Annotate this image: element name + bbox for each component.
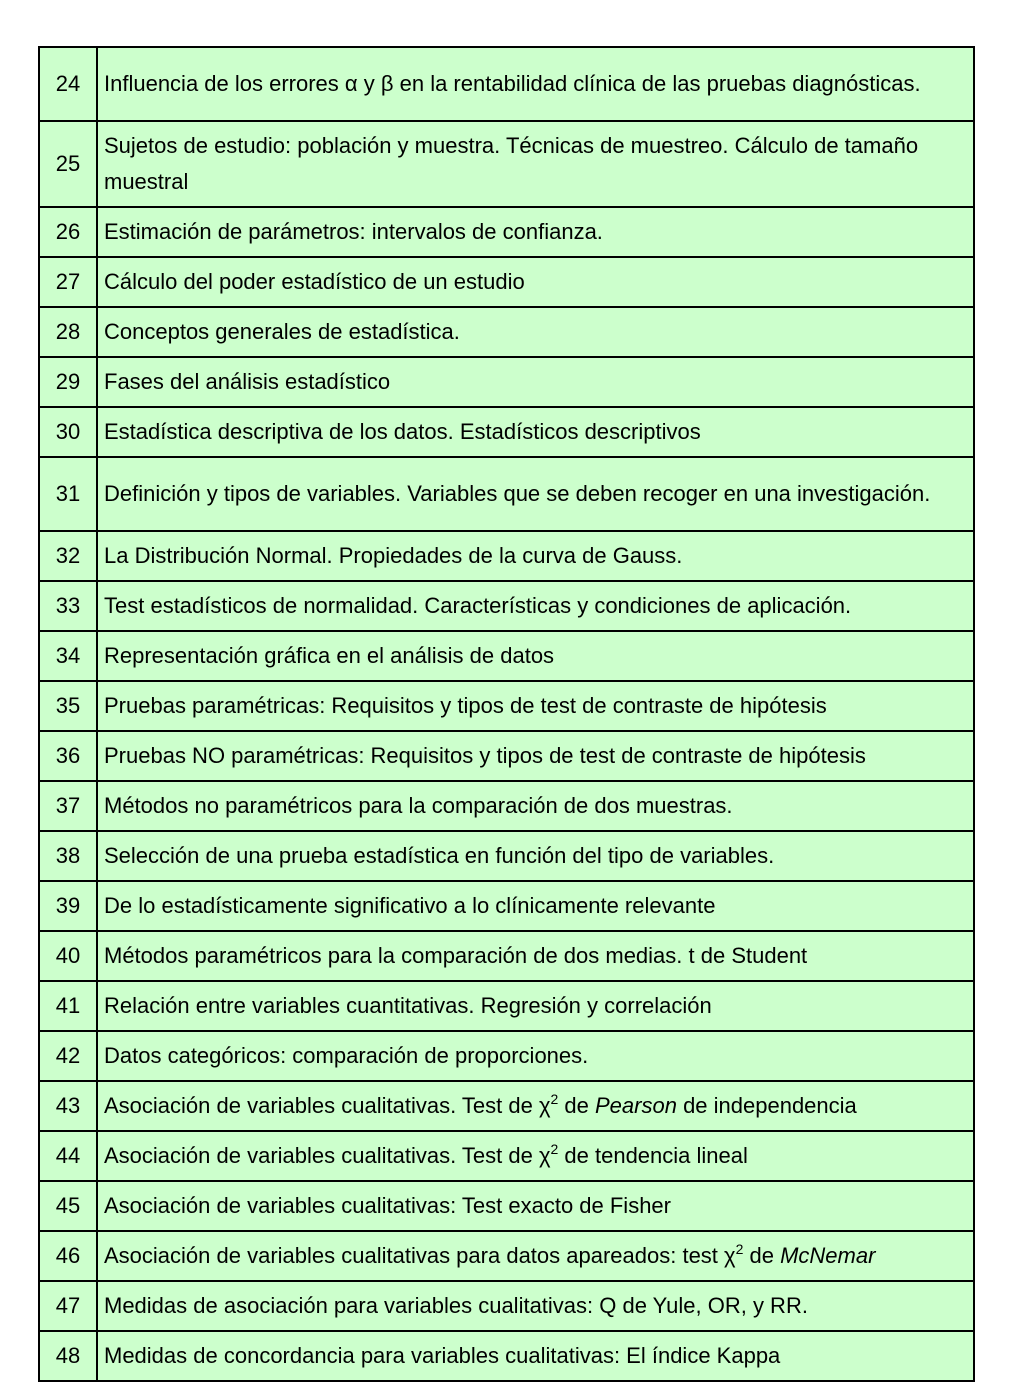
topic-number: 41	[39, 981, 97, 1031]
topic-number: 29	[39, 357, 97, 407]
topic-title	[97, 1231, 974, 1281]
italic-name: Pearson	[595, 1093, 677, 1118]
topic-title: Pruebas NO paramétricas: Requisitos y tipos de test de contraste de hipótesis	[97, 731, 974, 781]
topic-number: 38	[39, 831, 97, 881]
topic-number: 36	[39, 731, 97, 781]
table-row	[39, 207, 974, 257]
topic-title: Definición y tipos de variables. Variables que se deben recoger en una investigación.	[97, 457, 974, 531]
topic-title: Asociación de variables cualitativas: Test exacto de Fisher	[97, 1181, 974, 1231]
table-row	[39, 681, 974, 731]
superscript: 2	[735, 1241, 744, 1257]
table-row	[39, 881, 974, 931]
topic-number: 24	[39, 47, 97, 121]
topic-title	[97, 1131, 974, 1181]
topic-number: 25	[39, 121, 97, 207]
topic-title: Medidas de asociación para variables cualitativas: Q de Yule, OR, y RR.	[97, 1281, 974, 1331]
topic-title: Sujetos de estudio: población y muestra. Técnicas de muestreo. Cálculo de tamaño muestral	[97, 121, 974, 207]
topic-title: Pruebas paramétricas: Requisitos y tipos de test de contraste de hipótesis	[97, 681, 974, 731]
topic-number: 45	[39, 1181, 97, 1231]
topic-number: 43	[39, 1081, 97, 1131]
table-row	[39, 257, 974, 307]
topic-title: Representación gráfica en el análisis de datos	[97, 631, 974, 681]
topic-number: 32	[39, 531, 97, 581]
topic-title: De lo estadísticamente significativo a lo clínicamente relevante	[97, 881, 974, 931]
topic-title: La Distribución Normal. Propiedades de la curva de Gauss.	[97, 531, 974, 581]
table-row	[39, 631, 974, 681]
topic-title: Métodos paramétricos para la comparación de dos medias. t de Student	[97, 931, 974, 981]
topic-title	[97, 1081, 974, 1131]
table-row	[39, 831, 974, 881]
table-row	[39, 407, 974, 457]
table-row	[39, 1131, 974, 1181]
topic-number: 26	[39, 207, 97, 257]
table-row	[39, 357, 974, 407]
topic-number: 40	[39, 931, 97, 981]
topic-title: Conceptos generales de estadística.	[97, 307, 974, 357]
topics-table	[38, 46, 975, 1382]
table-row	[39, 1081, 974, 1131]
topic-number: 28	[39, 307, 97, 357]
title-part: de	[743, 1243, 781, 1268]
table-row	[39, 121, 974, 207]
topic-number: 39	[39, 881, 97, 931]
topic-number: 35	[39, 681, 97, 731]
table-row	[39, 531, 974, 581]
superscript: 2	[550, 1091, 559, 1107]
table-row	[39, 47, 974, 121]
topic-number: 48	[39, 1331, 97, 1381]
table-row	[39, 1231, 974, 1281]
topic-title: Selección de una prueba estadística en función del tipo de variables.	[97, 831, 974, 881]
topic-number: 33	[39, 581, 97, 631]
topic-number: 34	[39, 631, 97, 681]
table-row	[39, 981, 974, 1031]
title-part: de tendencia lineal	[558, 1143, 748, 1168]
topic-number: 44	[39, 1131, 97, 1181]
topic-title: Métodos no paramétricos para la comparación de dos muestras.	[97, 781, 974, 831]
title-part: Asociación de variables cualitativas para datos apareados: test χ	[104, 1243, 736, 1268]
topic-number: 46	[39, 1231, 97, 1281]
topic-number: 37	[39, 781, 97, 831]
topic-number: 31	[39, 457, 97, 531]
table-row	[39, 1181, 974, 1231]
table-row	[39, 1331, 974, 1381]
table-row	[39, 1031, 974, 1081]
italic-name: McNemar	[780, 1243, 876, 1268]
table-row	[39, 931, 974, 981]
topic-title: Datos categóricos: comparación de proporciones.	[97, 1031, 974, 1081]
table-row	[39, 1281, 974, 1331]
topic-number: 30	[39, 407, 97, 457]
topic-number: 42	[39, 1031, 97, 1081]
topic-title: Estimación de parámetros: intervalos de confianza.	[97, 207, 974, 257]
table-row	[39, 731, 974, 781]
table-row	[39, 781, 974, 831]
table-row	[39, 307, 974, 357]
topic-title: Influencia de los errores α y β en la rentabilidad clínica de las pruebas diagnósticas.	[97, 47, 974, 121]
table-row	[39, 457, 974, 531]
topic-title: Relación entre variables cuantitativas. Regresión y correlación	[97, 981, 974, 1031]
title-part: de independencia	[676, 1093, 857, 1118]
topic-number: 27	[39, 257, 97, 307]
topic-title: Test estadísticos de normalidad. Características y condiciones de aplicación.	[97, 581, 974, 631]
topic-title: Fases del análisis estadístico	[97, 357, 974, 407]
superscript: 2	[550, 1141, 559, 1157]
title-part: Asociación de variables cualitativas. Test de χ	[104, 1143, 551, 1168]
topic-number: 47	[39, 1281, 97, 1331]
title-part: Asociación de variables cualitativas. Test de χ	[104, 1093, 551, 1118]
topic-title: Medidas de concordancia para variables cualitativas: El índice Kappa	[97, 1331, 974, 1381]
title-part: de	[558, 1093, 595, 1118]
topic-title: Cálculo del poder estadístico de un estudio	[97, 257, 974, 307]
table-row	[39, 581, 974, 631]
topic-title: Estadística descriptiva de los datos. Estadísticos descriptivos	[97, 407, 974, 457]
